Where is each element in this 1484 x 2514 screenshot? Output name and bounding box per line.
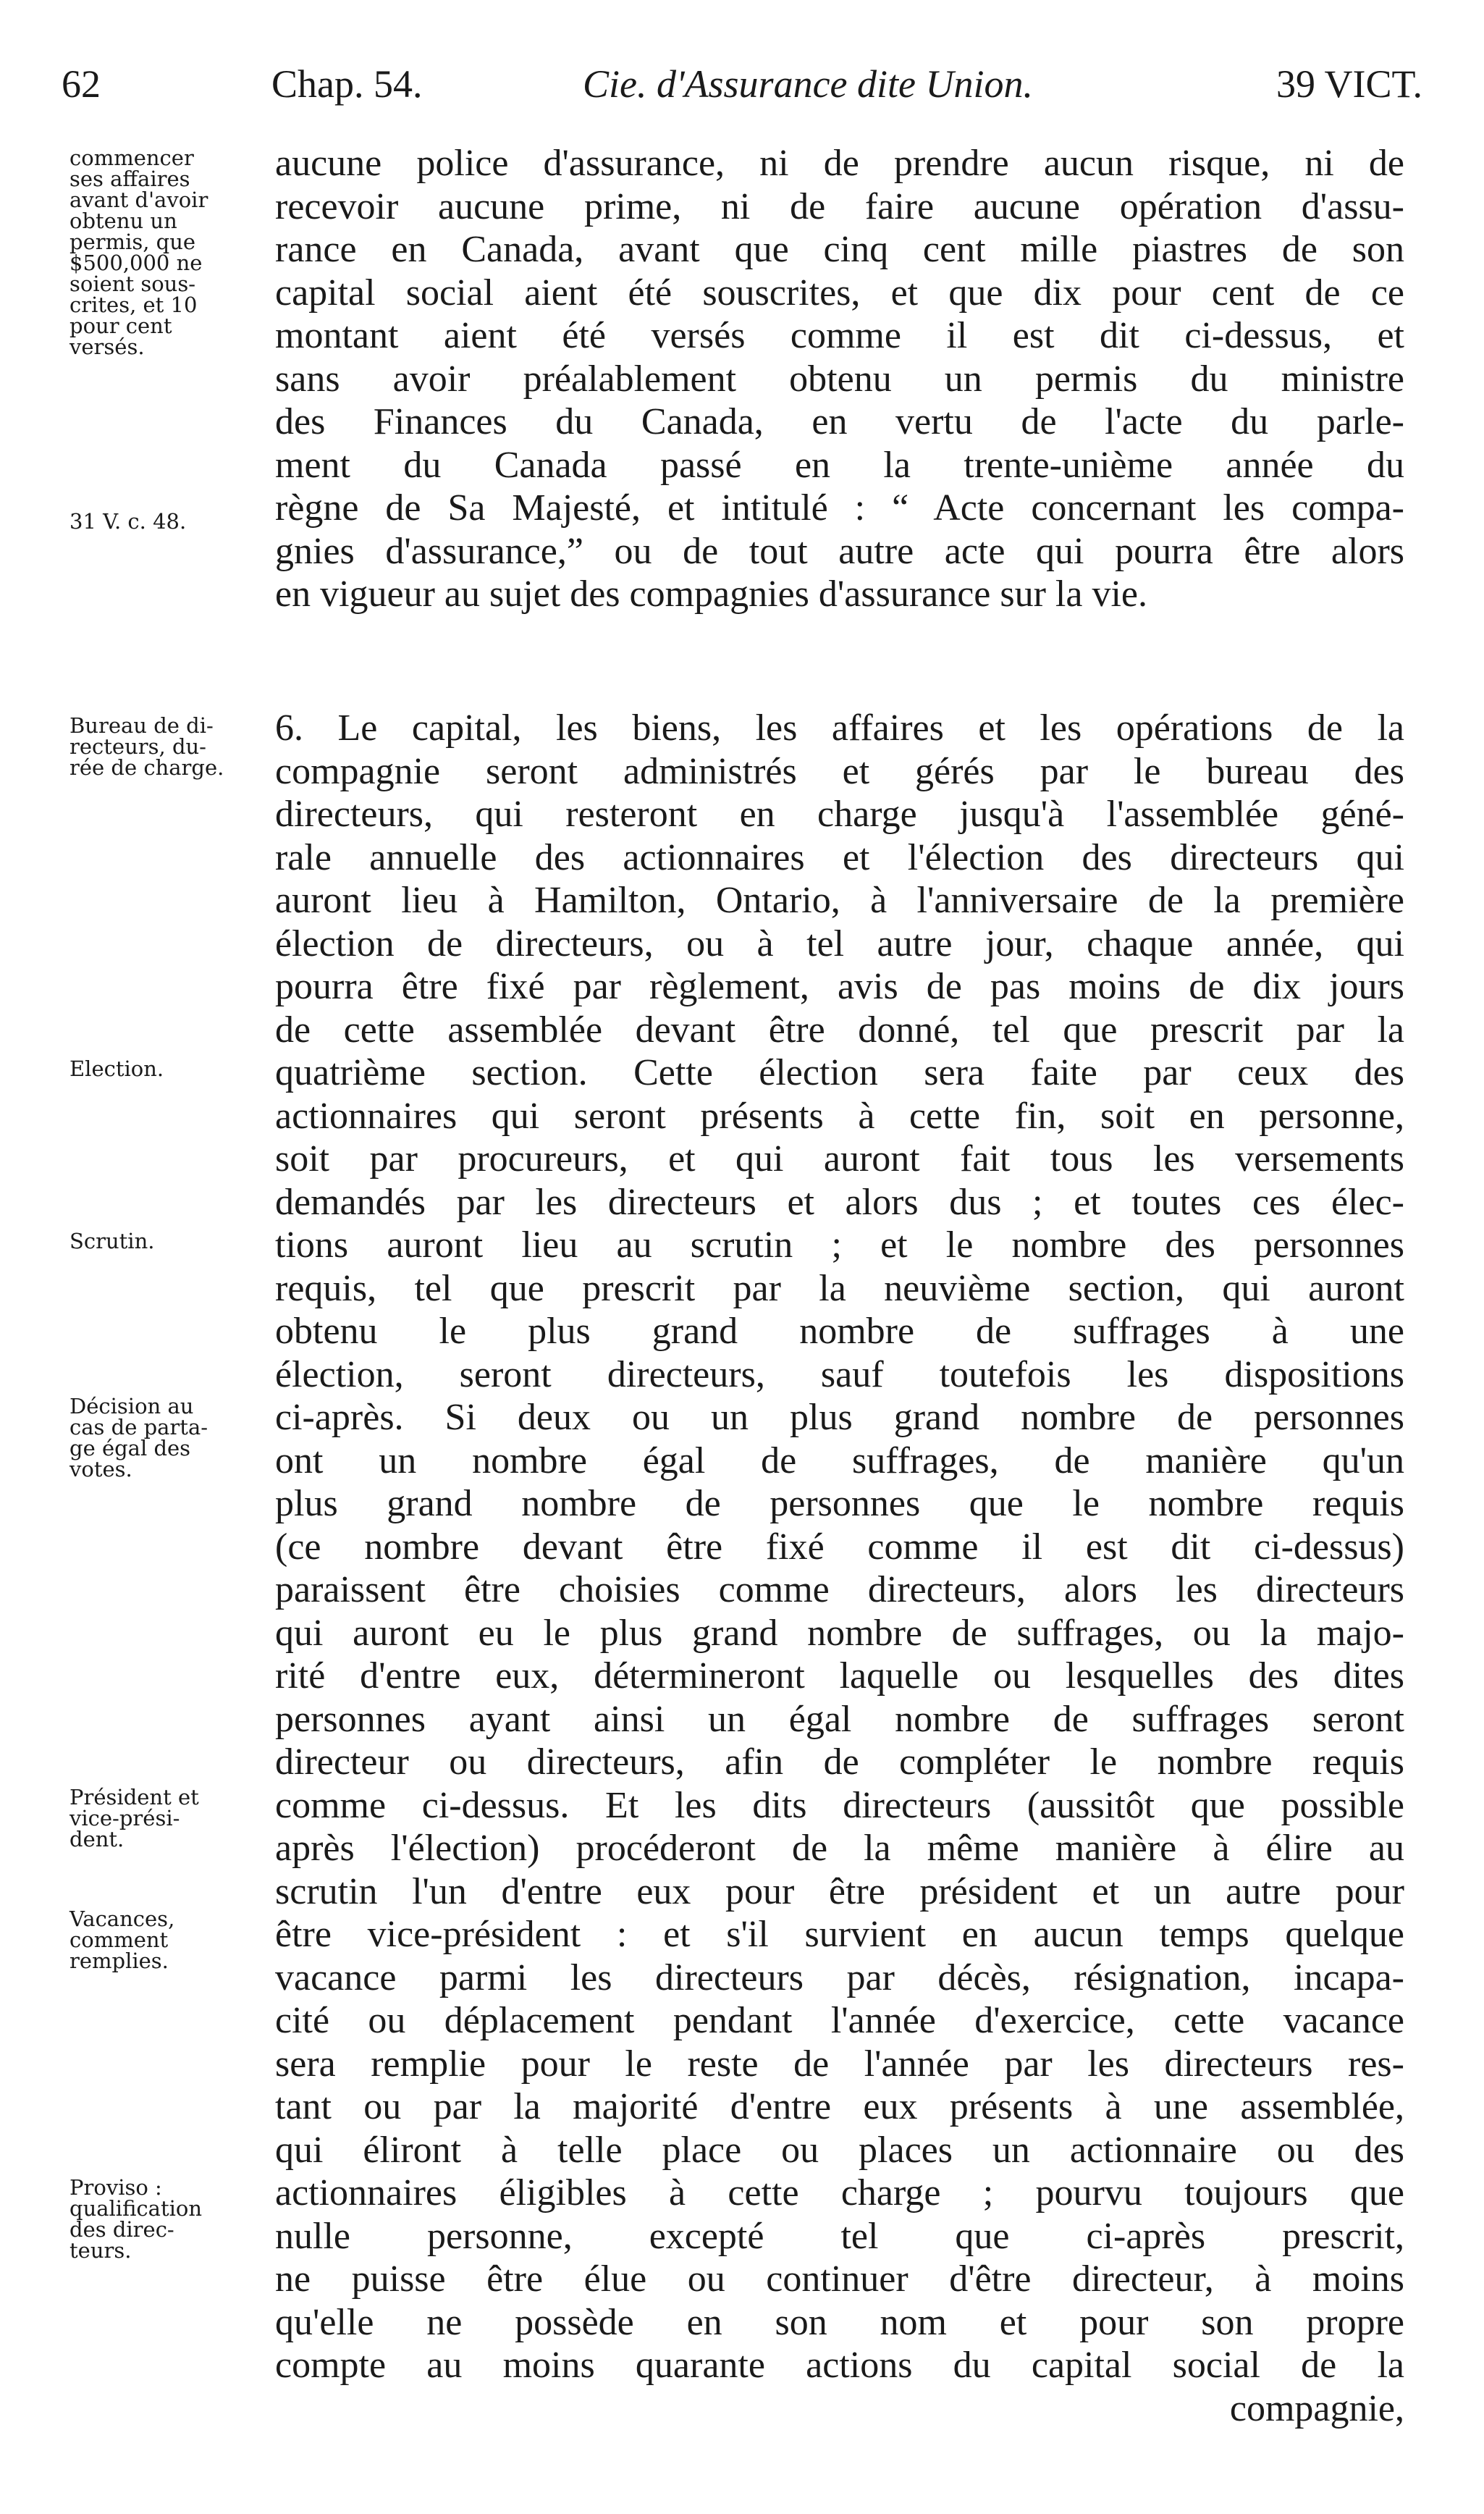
- margin-note-line: versés.: [69, 335, 145, 359]
- text-line: quatrième section. Cette élection sera faite par ceux des: [275, 1052, 1404, 1093]
- margin-note-bureau: [69, 715, 258, 778]
- margin-note-scrutin: [69, 1231, 258, 1252]
- margin-note-line: Proviso :: [69, 2175, 162, 2200]
- margin-note-line: votes.: [69, 1457, 132, 1481]
- text-line: directeur ou directeurs, afin de compléter le nombre requis: [275, 1741, 1404, 1783]
- section-6-paragraph: [275, 707, 1404, 2430]
- text-line: personnes ayant ainsi un égal nombre de suffrages seront: [275, 1698, 1404, 1740]
- text-line: en vigueur au sujet des compagnies d'assurance sur la vie.: [275, 573, 1147, 615]
- margin-note-election: [69, 1056, 258, 1081]
- text-line: actionnaires éligibles à cette charge ; pourvu toujours que: [275, 2172, 1404, 2214]
- chapter-label: Chap. 54.: [271, 62, 423, 106]
- margin-note-line: vice-prési-: [69, 1806, 180, 1830]
- margin-note-line: remplies.: [69, 1948, 169, 1973]
- text-line: rance en Canada, avant que cinq cent mille piastres de son: [275, 229, 1404, 270]
- text-line: plus grand nombre de personnes que le nombre requis: [275, 1483, 1404, 1524]
- text-line: rale annuelle des actionnaires et l'élection des directeurs qui: [275, 836, 1404, 878]
- margin-note-line: pour cent: [69, 314, 172, 338]
- margin-note-line: dent.: [69, 1827, 125, 1851]
- text-line: requis, tel que prescrit par la neuvième section, qui auront: [275, 1267, 1404, 1309]
- margin-note-decision: [69, 1396, 258, 1480]
- text-line: ne puisse être élue ou continuer d'être directeur, à moins: [275, 2258, 1404, 2300]
- text-line: tant ou par la majorité d'entre eux présents à une assemblée,: [275, 2086, 1404, 2127]
- margin-note-line: recteurs, du-: [69, 734, 206, 759]
- text-line: soit par procureurs, et qui auront fait tous les versements: [275, 1138, 1404, 1180]
- text-line: après l'élection) procéderont de la même manière à élire au: [275, 1828, 1404, 1869]
- margin-note-line: ge égal des: [69, 1436, 191, 1460]
- text-line: gnies d'assurance,” ou de tout autre acte qui pourra être alors: [275, 530, 1404, 572]
- text-line: sera remplie pour le reste de l'année par les directeurs res-: [275, 2043, 1404, 2085]
- text-line: paraissent être choisies comme directeurs, alors les directeurs: [275, 1569, 1404, 1610]
- margin-note-line: Scrutin.: [69, 1229, 155, 1253]
- margin-note-line: Bureau de di-: [69, 713, 214, 738]
- margin-note-proviso: [69, 2177, 258, 2261]
- margin-note-line: crites, et 10: [69, 293, 198, 317]
- margin-note-line: 31 V. c. 48.: [69, 509, 187, 534]
- text-line: aucune police d'assurance, ni de prendre aucun risque, ni de: [275, 143, 1404, 184]
- text-line: 6. Le capital, les biens, les affaires et les opérations de la: [275, 707, 1404, 749]
- text-line: compagnie seront administrés et gérés par le bureau des: [275, 750, 1404, 792]
- text-line: auront lieu à Hamilton, Ontario, à l'anniversaire de la première: [275, 880, 1404, 921]
- margin-note-line: commencer: [69, 146, 194, 170]
- margin-note-line: Décision au: [69, 1394, 194, 1418]
- margin-note-line: qualification: [69, 2196, 203, 2221]
- margin-note-line: Election.: [69, 1056, 164, 1081]
- margin-note-line: Vacances,: [69, 1906, 175, 1931]
- text-line: de cette assemblée devant être donné, tel que prescrit par la: [275, 1009, 1404, 1051]
- text-line: élection de directeurs, ou à tel autre jour, chaque année, qui: [275, 922, 1404, 964]
- text-line: ci-après. Si deux ou un plus grand nombre de personnes: [275, 1397, 1404, 1438]
- paragraph-continuation: [275, 142, 1404, 616]
- running-header: [62, 55, 1422, 113]
- text-line: comme ci-dessus. Et les dits directeurs (aussitôt que possible: [275, 1784, 1404, 1826]
- text-line: ment du Canada passé en la trente-unième année du: [275, 444, 1404, 486]
- margin-note-line: permis, que: [69, 230, 196, 254]
- margin-note-line: cas de parta-: [69, 1415, 208, 1439]
- page-number: 62: [62, 62, 101, 106]
- margin-note-line: teurs.: [69, 2238, 132, 2263]
- text-line: scrutin l'un d'entre eux pour être président et un autre pour: [275, 1870, 1404, 1912]
- header-title: Cie. d'Assurance dite Union.: [583, 62, 1033, 106]
- text-line: pourra être fixé par règlement, avis de pas moins de dix jours: [275, 966, 1404, 1007]
- margin-note-line: avant d'avoir: [69, 188, 208, 212]
- catchword-line: compagnie,: [1229, 2387, 1404, 2429]
- margin-note-line: rée de charge.: [69, 755, 224, 780]
- text-line: règne de Sa Majesté, et intitulé : “ Acte concernant les compa-: [275, 487, 1404, 529]
- text-line: obtenu le plus grand nombre de suffrages à une: [275, 1311, 1404, 1352]
- text-line: ont un nombre égal de suffrages, de manière qu'un: [275, 1439, 1404, 1481]
- text-line: demandés par les directeurs et alors dus ; et toutes ces élec-: [275, 1181, 1404, 1223]
- margin-note-president: [69, 1787, 258, 1850]
- text-line: vacance parmi les directeurs par décès, résignation, incapa-: [275, 1956, 1404, 1998]
- text-line: être vice-président : et s'il survient en aucun temps quelque: [275, 1914, 1404, 1955]
- margin-note-commencer: [69, 148, 258, 358]
- margin-note-line: $500,000 ne: [69, 251, 203, 275]
- text-line: rité d'entre eux, détermineront laquelle ou lesquelles des dites: [275, 1655, 1404, 1697]
- text-line: tions auront lieu au scrutin ; et le nombre des personnes: [275, 1224, 1404, 1266]
- text-line: qu'elle ne possède en son nom et pour son propre: [275, 2301, 1404, 2343]
- margin-note-line: obtenu un: [69, 209, 177, 233]
- text-line: qui éliront à telle place ou places un actionnaire ou des: [275, 2129, 1404, 2171]
- text-line: qui auront eu le plus grand nombre de suffrages, ou la majo-: [275, 1612, 1404, 1654]
- regnal-year: 39 VICT.: [1276, 62, 1422, 106]
- text-line: montant aient été versés comme il est dit ci-dessus, et: [275, 315, 1404, 356]
- margin-note-line: des direc-: [69, 2217, 174, 2242]
- margin-note-line: Président et: [69, 1785, 199, 1809]
- text-line: recevoir aucune prime, ni de faire aucune opération d'assu-: [275, 185, 1404, 227]
- text-line: capital social aient été souscrites, et que dix pour cent de ce: [275, 272, 1404, 314]
- text-line: élection, seront directeurs, sauf toutefois les dispositions: [275, 1353, 1404, 1395]
- text-line: (ce nombre devant être fixé comme il est dit ci-dessus): [275, 1526, 1404, 1568]
- margin-note-line: soient sous-: [69, 272, 196, 296]
- text-line: actionnaires qui seront présents à cette fin, soit en personne,: [275, 1095, 1404, 1137]
- margin-note-line: ses affaires: [69, 167, 190, 191]
- text-line: des Finances du Canada, en vertu de l'acte du parle-: [275, 401, 1404, 442]
- margin-note-vacances: [69, 1906, 258, 1973]
- text-line: cité ou déplacement pendant l'année d'exercice, cette vacance: [275, 2000, 1404, 2041]
- margin-note-reference: [69, 511, 258, 532]
- margin-note-line: comment: [69, 1927, 169, 1952]
- text-line: nulle personne, excepté tel que ci-après prescrit,: [275, 2215, 1404, 2257]
- text-line: directeurs, qui resteront en charge jusqu'à l'assemblée géné-: [275, 794, 1404, 835]
- text-line: sans avoir préalablement obtenu un permis du ministre: [275, 358, 1404, 400]
- text-line: compte au moins quarante actions du capital social de la: [275, 2345, 1404, 2386]
